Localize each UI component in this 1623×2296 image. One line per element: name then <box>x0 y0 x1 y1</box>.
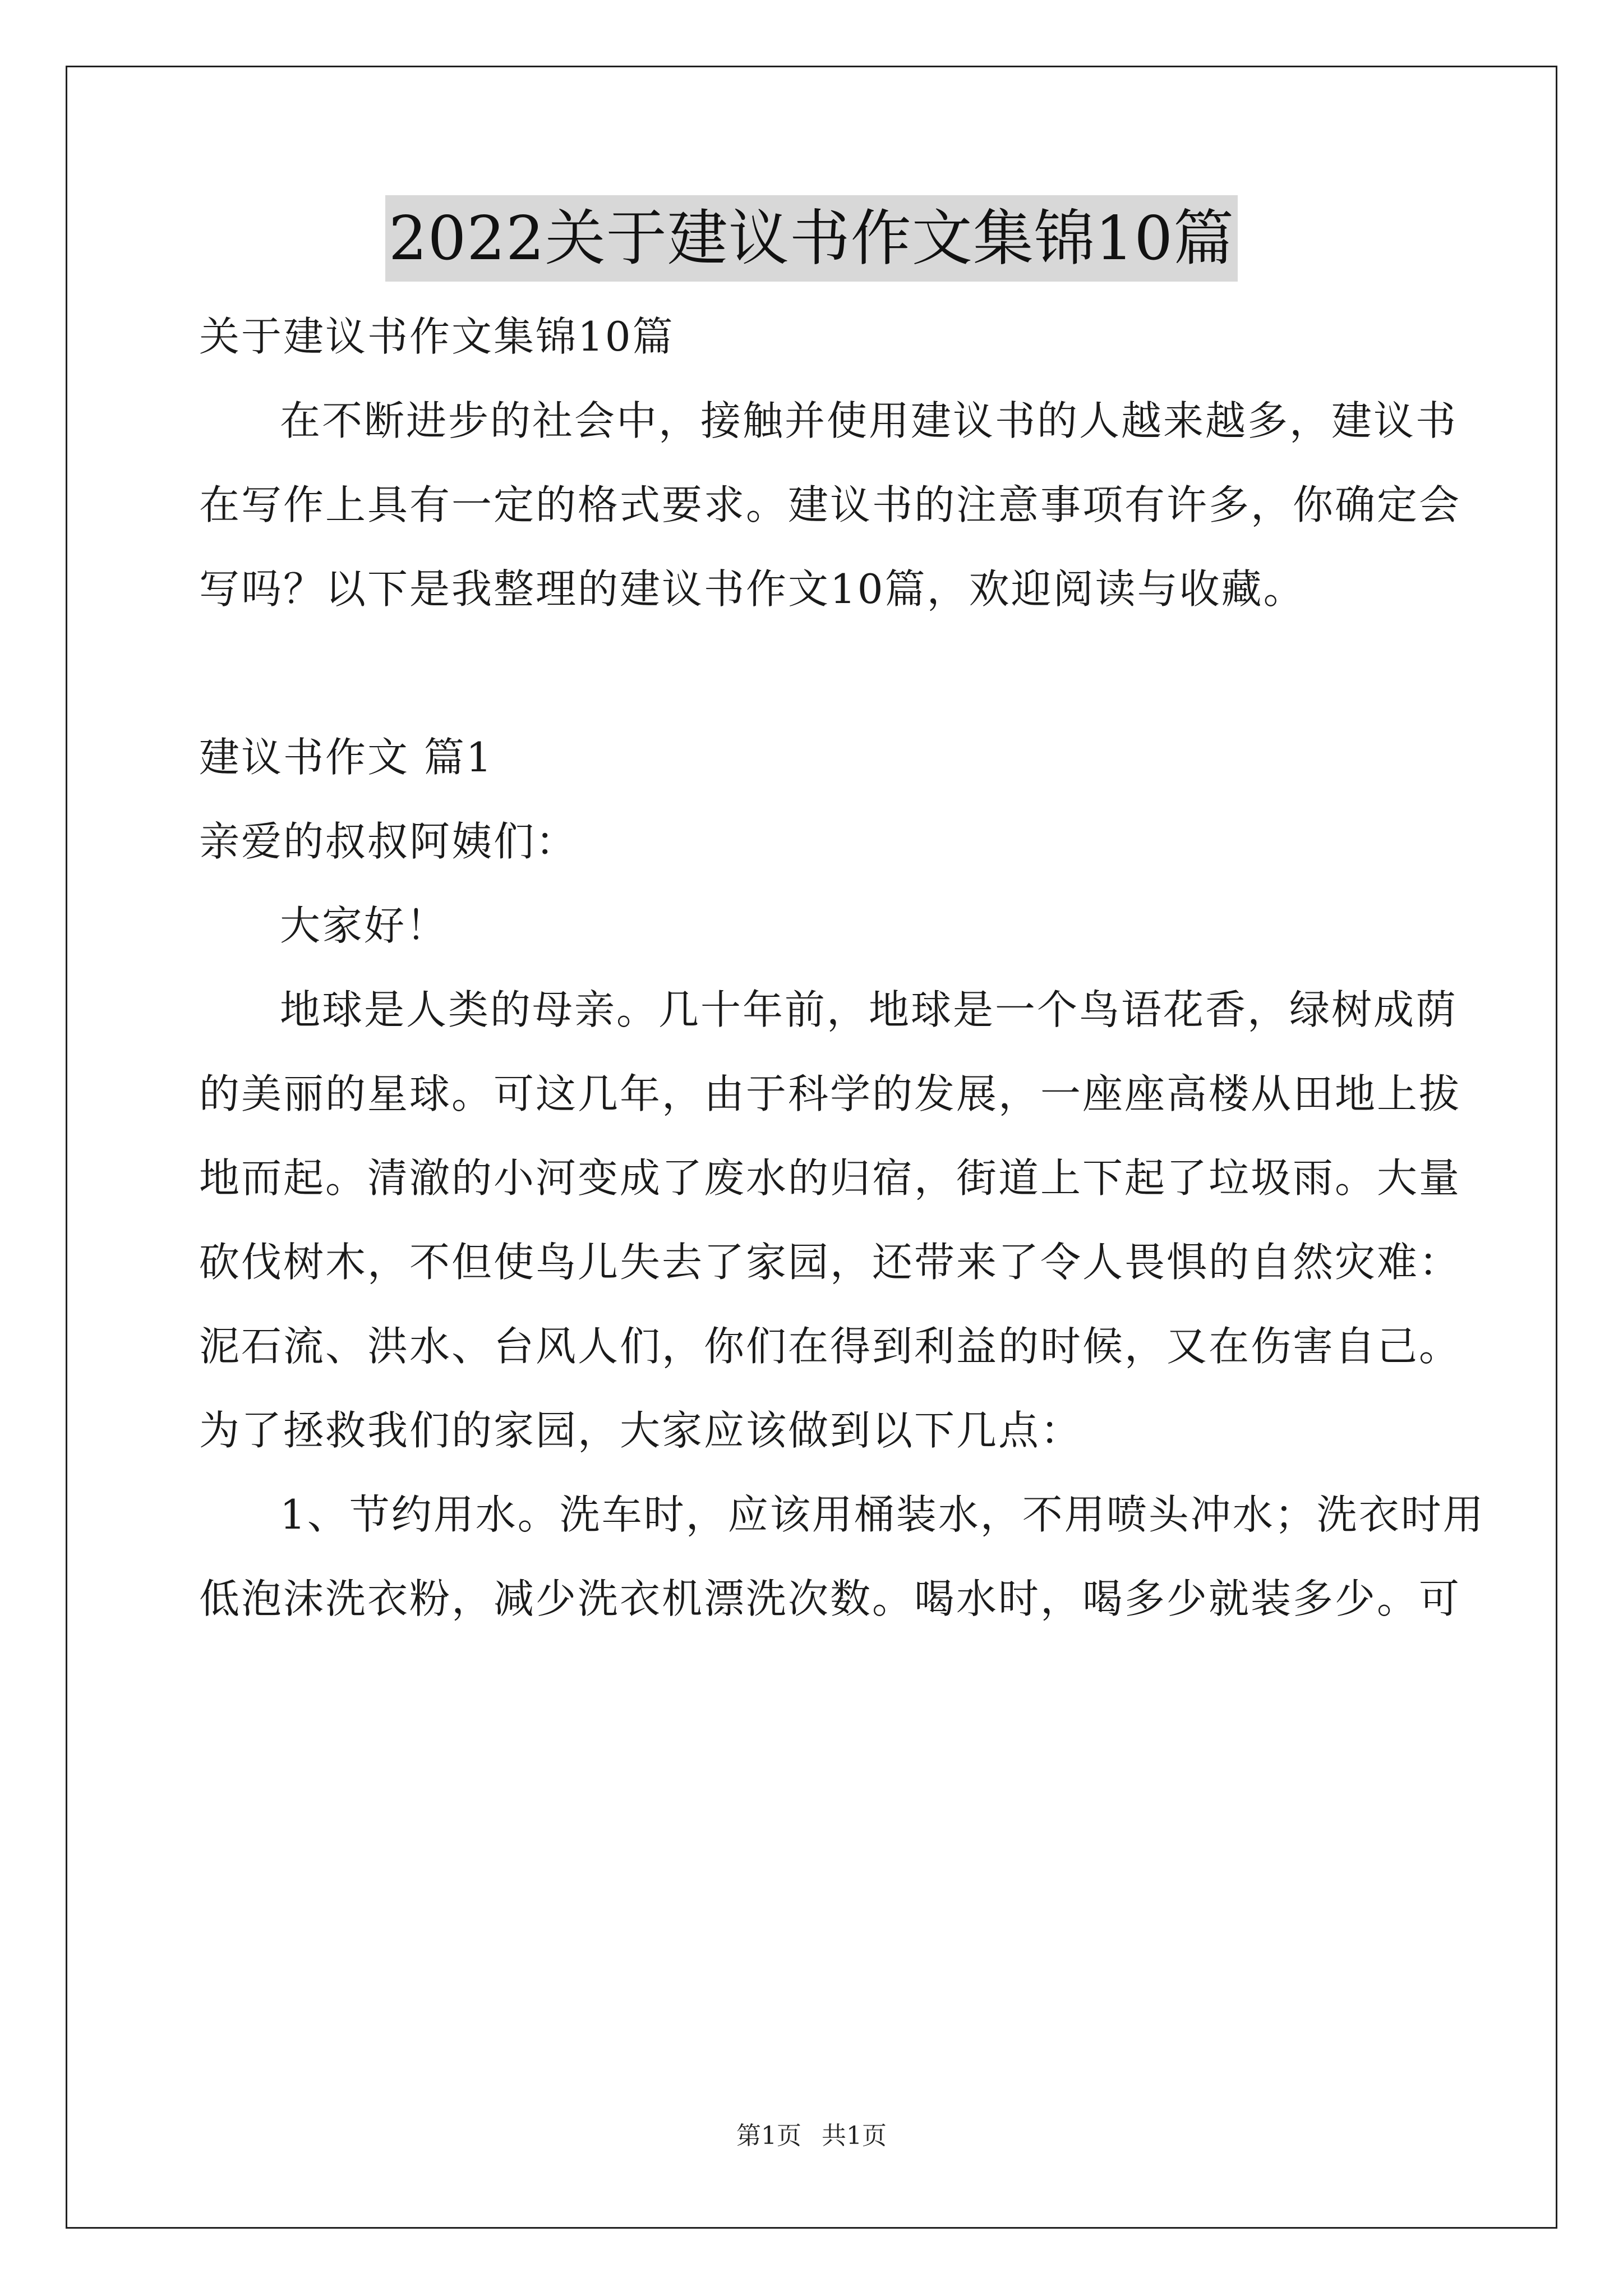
page-total: 共1页 <box>822 2122 887 2150</box>
paragraph-line: 地而起。清澈的小河变成了废水的归宿，街道上下起了垃圾雨。大量 <box>199 1154 1461 1202</box>
subtitle: 关于建议书作文集锦10篇 <box>199 313 675 360</box>
page-number: 第1页 <box>736 2122 801 2150</box>
intro-line: 写吗？以下是我整理的建议书作文10篇，欢迎阅读与收藏。 <box>199 565 1306 613</box>
paragraph-line: 1、节约用水。洗车时，应该用桶装水，不用喷头冲水；洗衣时用 <box>280 1491 1485 1538</box>
paragraph-line: 的美丽的星球。可这几年，由于科学的发展，一座座高楼从田地上拔 <box>199 1070 1461 1117</box>
document-title: 2022关于建议书作文集锦10篇 <box>385 195 1238 282</box>
paragraph-line: 泥石流、洪水、台风人们，你们在得到利益的时候，又在伤害自己。 <box>199 1323 1461 1370</box>
spacer <box>199 651 1422 735</box>
paragraph-line: 地球是人类的母亲。几十年前，地球是一个鸟语花香，绿树成荫 <box>280 986 1458 1033</box>
paragraph-line: 砍伐树木，不但使鸟儿失去了家园，还带来了令人畏惧的自然灾难： <box>199 1239 1461 1286</box>
intro-line: 在不断进步的社会中，接触并使用建议书的人越来越多，建议书 <box>280 397 1458 444</box>
title-container <box>0 195 1623 282</box>
salutation: 亲爱的叔叔阿姨们： <box>199 818 578 865</box>
section-heading: 建议书作文 篇1 <box>199 734 494 781</box>
paragraph-line: 低泡沫洗衣粉，减少洗衣机漂洗次数。喝水时，喝多少就装多少。可 <box>199 1575 1461 1622</box>
paragraph-line: 为了拯救我们的家园，大家应该做到以下几点： <box>199 1407 1083 1454</box>
page-footer <box>0 2120 1623 2152</box>
document-body <box>199 313 1485 1660</box>
intro-line: 在写作上具有一定的格式要求。建议书的注意事项有许多，你确定会 <box>199 481 1461 528</box>
greeting: 大家好！ <box>280 902 449 949</box>
